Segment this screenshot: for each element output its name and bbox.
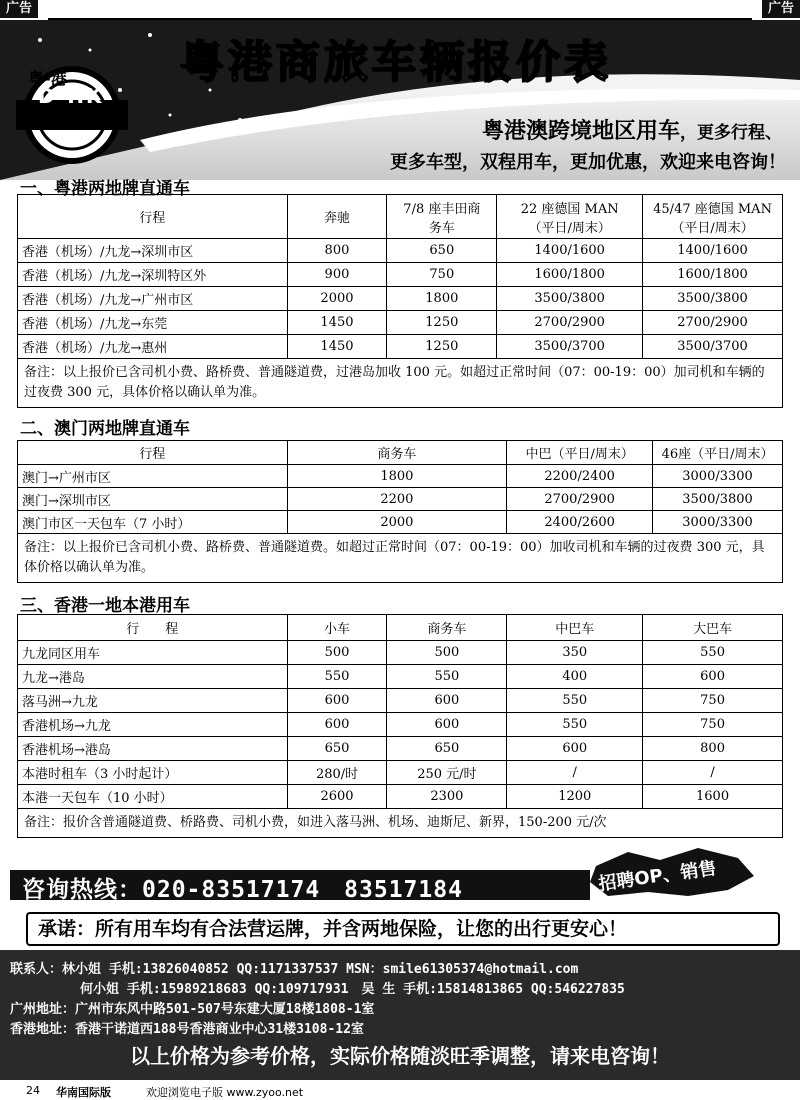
route-cell: 香港机场→港岛 xyxy=(18,737,288,761)
page-title: 粤港商旅车辆报价表 xyxy=(180,37,612,88)
price-cell: 750 xyxy=(643,689,783,713)
price-cell: 2600 xyxy=(287,785,387,809)
route-cell: 香港（机场）/九龙→深圳市区 xyxy=(18,239,288,263)
page-number: 24 xyxy=(26,1084,40,1097)
recruit-text: 招聘OP、销售 xyxy=(597,857,718,896)
price-cell: 600 xyxy=(387,689,507,713)
section1-title: 一、粤港两地牌直通车 xyxy=(20,179,190,199)
table-row xyxy=(18,335,783,359)
price-cell: 400 xyxy=(507,665,643,689)
hotline-text: 咨询热线：020-83517174 83517184 xyxy=(22,877,463,903)
contact-panel xyxy=(0,950,800,1080)
column-header: 商务车 xyxy=(287,441,507,465)
promise-text: 承诺：所有用车均有合法营运牌，并含两地保险，让您的出行更安心！ xyxy=(38,918,628,940)
price-cell: 1800 xyxy=(287,465,507,488)
price-cell: 1400/1600 xyxy=(497,239,643,263)
route-cell: 澳门市区一天包车（7 小时） xyxy=(18,511,288,534)
price-cell: 1800 xyxy=(387,287,497,311)
guangzhou-address: 广州地址：广州市东风中路501-507号东建大厦18楼1808-1室 xyxy=(10,1002,375,1017)
route-cell: 落马洲→九龙 xyxy=(18,689,288,713)
price-cell: 600 xyxy=(287,689,387,713)
page-footer xyxy=(0,1080,800,1100)
price-cell: 1450 xyxy=(287,311,387,335)
section2-table xyxy=(17,440,783,583)
ad-label-right: 广告 xyxy=(762,0,800,18)
price-cell: 3000/3300 xyxy=(653,511,783,534)
price-cell: 650 xyxy=(287,737,387,761)
table-row xyxy=(18,311,783,335)
price-cell: 3500/3700 xyxy=(497,335,643,359)
column-header: 中巴（平日/周末） xyxy=(507,441,653,465)
price-cell: 1250 xyxy=(387,335,497,359)
price-cell: 800 xyxy=(643,737,783,761)
table-note: 备注：报价含普通隧道费、桥路费、司机小费，如进入落马洲、机场、迪斯尼、新界，150-200 元/次 xyxy=(18,809,783,838)
price-cell: 500 xyxy=(287,641,387,665)
price-cell: 280/时 xyxy=(287,761,387,785)
table-row xyxy=(18,511,783,534)
table-row xyxy=(18,785,783,809)
route-cell: 本港时租车（3 小时起计） xyxy=(18,761,288,785)
section3-table xyxy=(17,614,783,838)
price-cell: 2400/2600 xyxy=(507,511,653,534)
price-cell: 600 xyxy=(643,665,783,689)
slogan-line-1 xyxy=(482,114,782,145)
price-cell: 600 xyxy=(287,713,387,737)
price-cell: 550 xyxy=(507,713,643,737)
section3-title: 三、香港一地本港用车 xyxy=(20,596,190,616)
price-cell: 550 xyxy=(643,641,783,665)
column-header: 45/47 座德国 MAN （平日/周末） xyxy=(643,195,783,239)
table-row xyxy=(18,737,783,761)
slogan-main: 粤港澳跨境地区用车 xyxy=(481,119,680,144)
route-cell: 九龙同区用车 xyxy=(18,641,288,665)
route-cell: 香港（机场）/九龙→惠州 xyxy=(18,335,288,359)
route-cell: 本港一天包车（10 小时） xyxy=(18,785,288,809)
price-cell: 550 xyxy=(287,665,387,689)
price-cell: 3000/3300 xyxy=(653,465,783,488)
price-cell: 1250 xyxy=(387,311,497,335)
price-cell: 1200 xyxy=(507,785,643,809)
price-cell: 3500/3800 xyxy=(497,287,643,311)
table-row xyxy=(18,465,783,488)
price-cell: 900 xyxy=(287,263,387,287)
price-cell: 2700/2900 xyxy=(643,311,783,335)
column-header: 行程 xyxy=(18,195,288,239)
hongkong-address: 香港地址：香港干诺道西188号香港商业中心31楼3108-12室 xyxy=(10,1022,364,1037)
table-row xyxy=(18,689,783,713)
price-cell: 550 xyxy=(387,665,507,689)
column-header: 大巴车 xyxy=(643,615,783,641)
slogan-sub: ，更多行程、 xyxy=(680,123,782,143)
price-cell: 600 xyxy=(507,737,643,761)
price-cell: 250 元/时 xyxy=(387,761,507,785)
price-cell: 2700/2900 xyxy=(507,488,653,511)
price-cell: 3500/3700 xyxy=(643,335,783,359)
top-rule xyxy=(48,0,752,20)
price-cell: 3500/3800 xyxy=(653,488,783,511)
price-cell: 750 xyxy=(387,263,497,287)
table-row xyxy=(18,287,783,311)
price-cell: 600 xyxy=(387,713,507,737)
column-header: 22 座德国 MAN （平日/周末） xyxy=(497,195,643,239)
contact-line-2: 何小姐 手机:15989218683 QQ:109717931 吴 生 手机:15814813865 QQ:546227835 xyxy=(80,982,625,997)
route-cell: 香港机场→九龙 xyxy=(18,713,288,737)
price-cell: 2200/2400 xyxy=(507,465,653,488)
logo-text-bottom: D-HK xyxy=(38,84,104,108)
section2-title: 二、澳门两地牌直通车 xyxy=(20,419,190,439)
footer-brand: 华南国际版 xyxy=(56,1086,111,1099)
route-cell: 香港（机场）/九龙→东莞 xyxy=(18,311,288,335)
table-note: 备注：以上报价已含司机小费、路桥费、普通隧道费。如超过正常时间（07：00-19：00）加收司机和车辆的过夜费 300 元，具体价格以确认单为准。 xyxy=(18,534,783,583)
section1-table xyxy=(17,194,783,408)
price-cell: 800 xyxy=(287,239,387,263)
price-cell: 650 xyxy=(387,239,497,263)
table-row xyxy=(18,665,783,689)
column-header: 46座（平日/周末） xyxy=(653,441,783,465)
table-row xyxy=(18,239,783,263)
ad-label-left: 广告 xyxy=(0,0,38,18)
price-cell: 2300 xyxy=(387,785,507,809)
slogan-line-2: 更多车型，双程用车，更加优惠，欢迎来电咨询！ xyxy=(390,152,786,173)
route-cell: 九龙→港岛 xyxy=(18,665,288,689)
route-cell: 澳门→深圳市区 xyxy=(18,488,288,511)
table-row xyxy=(18,761,783,785)
price-cell: 2000 xyxy=(287,511,507,534)
price-cell: 350 xyxy=(507,641,643,665)
price-cell: 550 xyxy=(507,689,643,713)
price-disclaimer: 以上价格为参考价格，实际价格随淡旺季调整，请来电咨询！ xyxy=(130,1044,670,1068)
column-header: 行 程 xyxy=(18,615,288,641)
price-cell: 1600/1800 xyxy=(643,263,783,287)
price-cell: 1600 xyxy=(643,785,783,809)
price-cell: / xyxy=(643,761,783,785)
price-cell: 3500/3800 xyxy=(643,287,783,311)
logo-text-top: 粤-港 xyxy=(28,69,67,88)
price-cell: 650 xyxy=(387,737,507,761)
table-row xyxy=(18,713,783,737)
column-header: 小车 xyxy=(287,615,387,641)
price-cell: 2000 xyxy=(287,287,387,311)
price-cell: 1400/1600 xyxy=(643,239,783,263)
price-cell: 2700/2900 xyxy=(497,311,643,335)
column-header: 商务车 xyxy=(387,615,507,641)
footer-site-note: 欢迎浏览电子版 www.zyoo.net xyxy=(146,1086,304,1099)
table-row xyxy=(18,263,783,287)
price-cell: / xyxy=(507,761,643,785)
route-cell: 澳门→广州市区 xyxy=(18,465,288,488)
column-header: 7/8 座丰田商 务车 xyxy=(387,195,497,239)
table-note: 备注：以上报价已含司机小费、路桥费、普通隧道费，过港岛加收 100 元。如超过正常时间（07：00-19：00）加司机和车辆的过夜费 300 元，具体价格以确认单为准。 xyxy=(18,359,783,408)
price-cell: 1450 xyxy=(287,335,387,359)
price-cell: 500 xyxy=(387,641,507,665)
price-cell: 1600/1800 xyxy=(497,263,643,287)
table-row xyxy=(18,488,783,511)
column-header: 奔驰 xyxy=(287,195,387,239)
column-header: 中巴车 xyxy=(507,615,643,641)
column-header: 行程 xyxy=(18,441,288,465)
route-cell: 香港（机场）/九龙→深圳特区外 xyxy=(18,263,288,287)
contact-line-1: 联系人：林小姐 手机:13826040852 QQ:1171337537 MSN：smile61305374@hotmail.com xyxy=(10,962,579,977)
table-row xyxy=(18,641,783,665)
price-cell: 750 xyxy=(643,713,783,737)
route-cell: 香港（机场）/九龙→广州市区 xyxy=(18,287,288,311)
header-banner xyxy=(0,20,800,180)
price-cell: 2200 xyxy=(287,488,507,511)
